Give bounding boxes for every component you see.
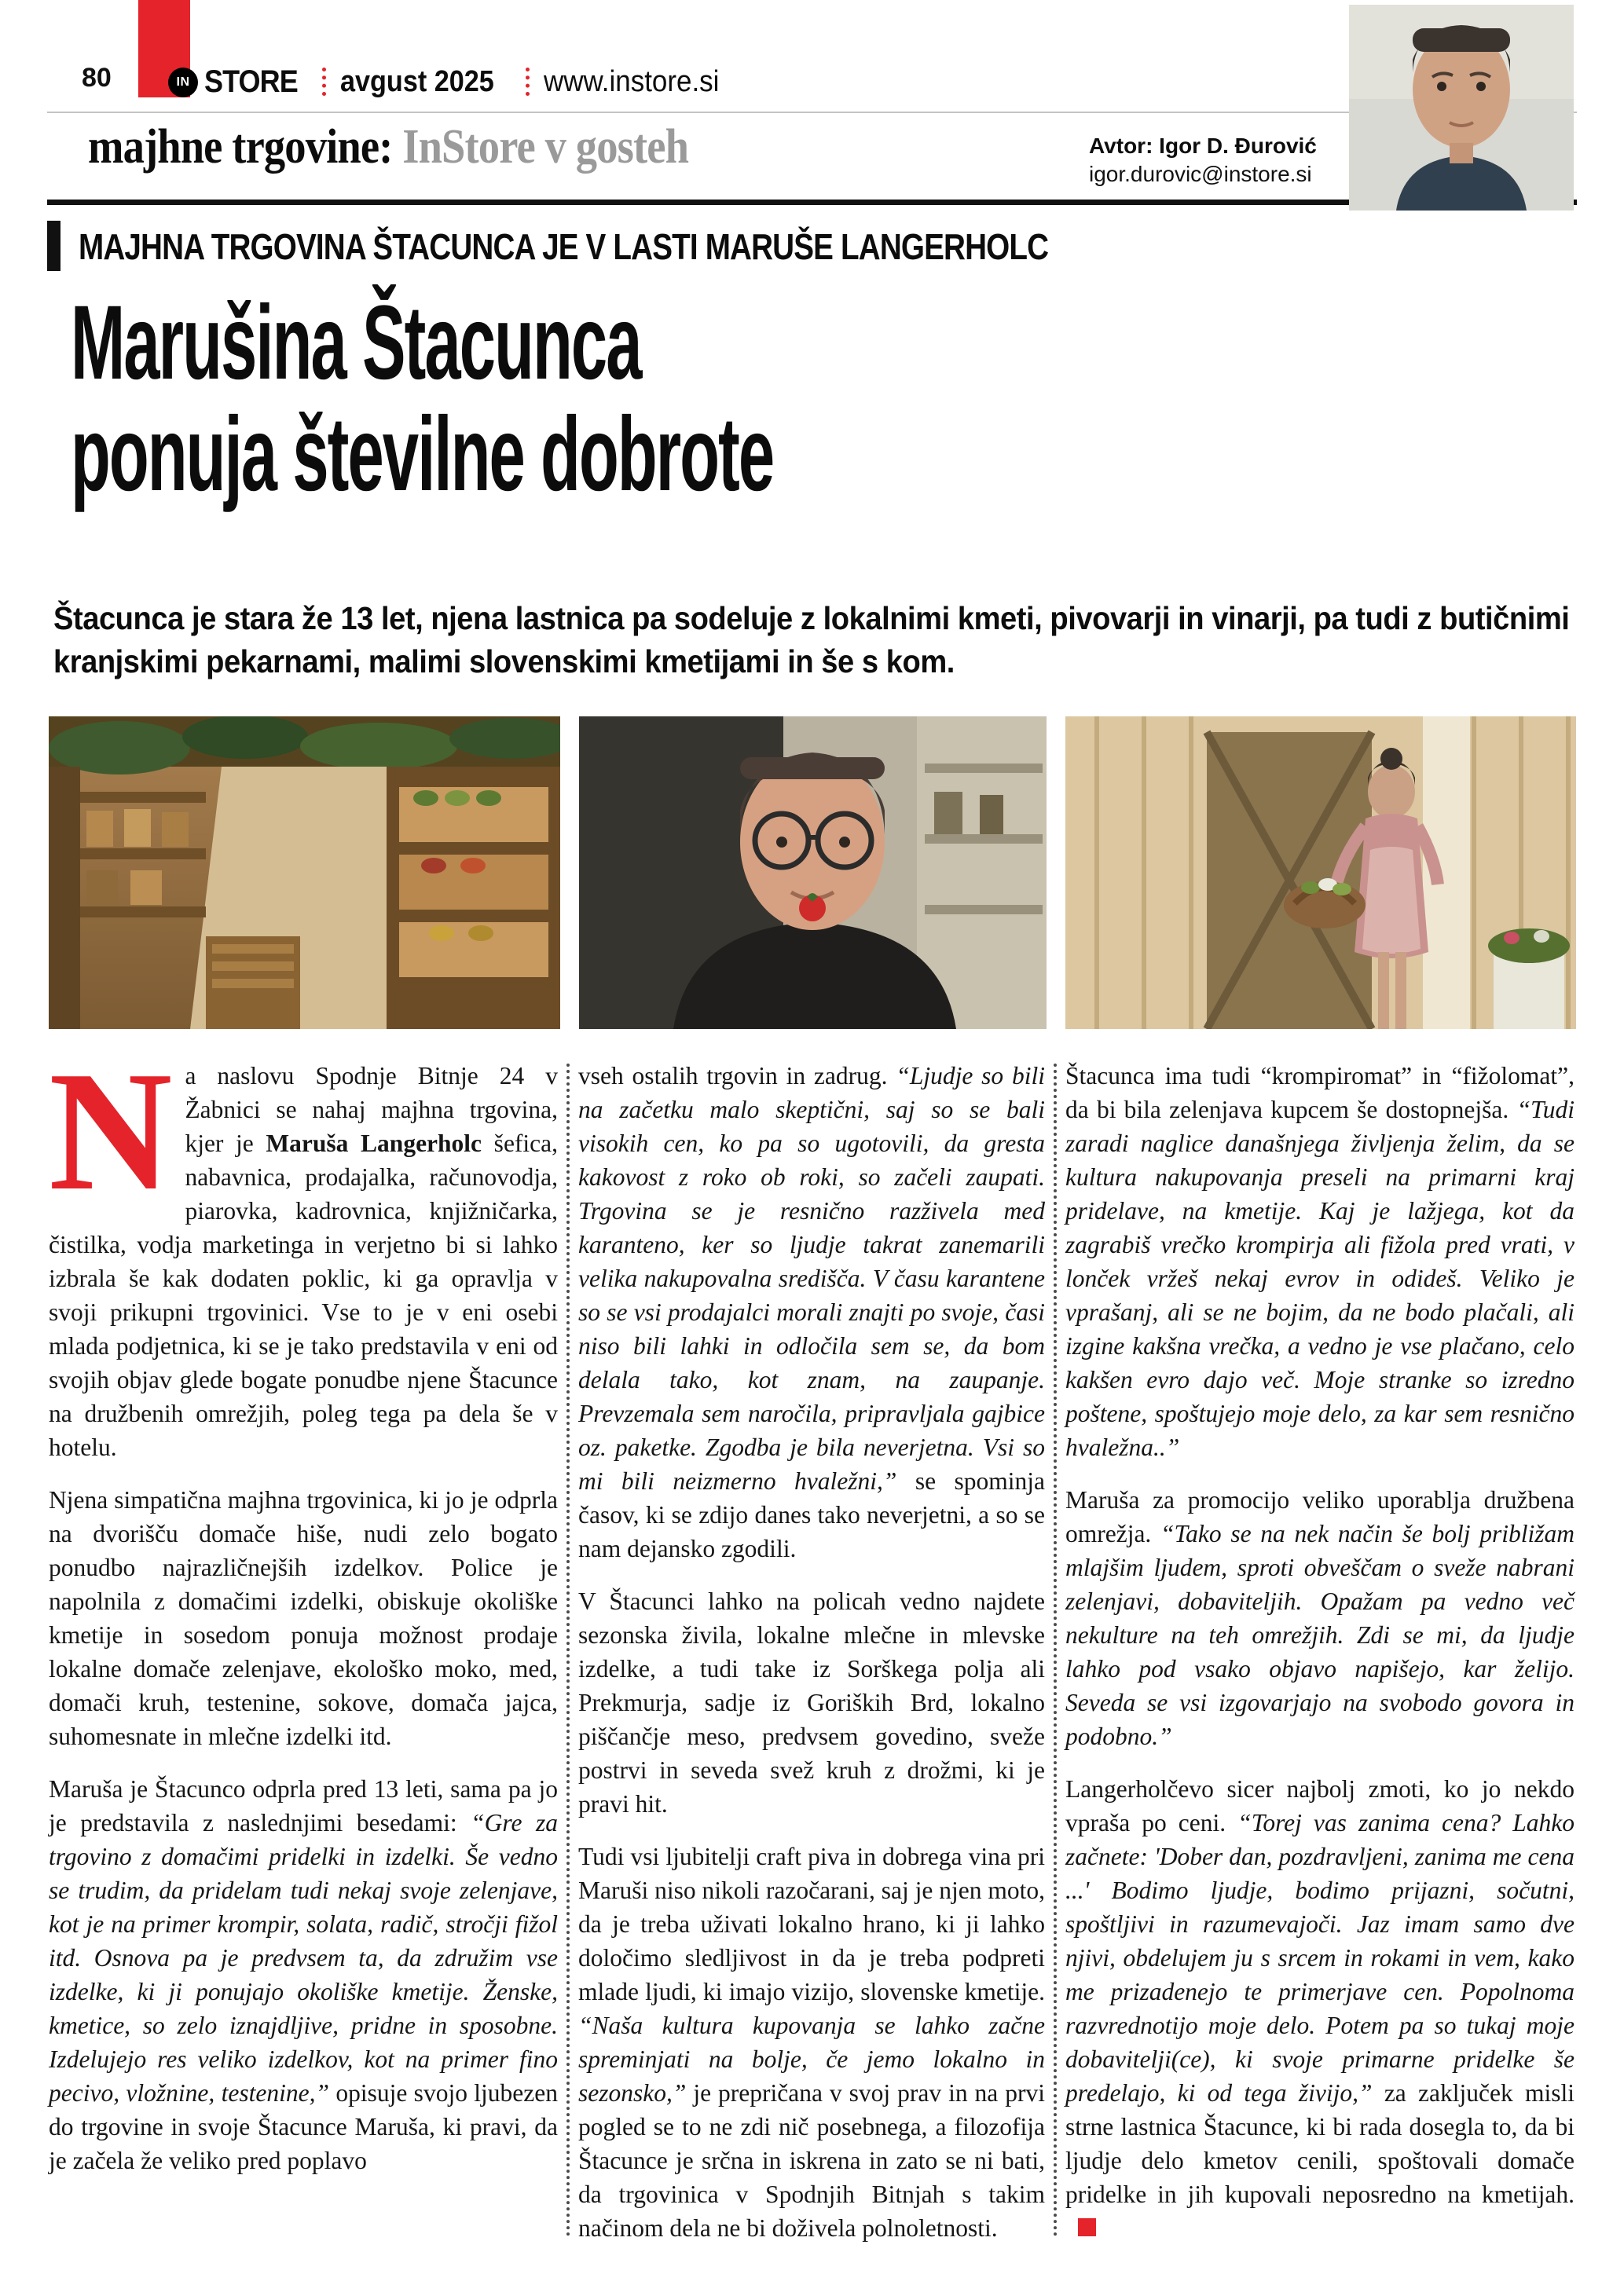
- masthead-row: [204, 66, 735, 97]
- column-divider: [558, 1059, 578, 2245]
- section-title-secondary: InStore v gosteh: [392, 120, 689, 174]
- paragraph: [578, 1840, 1045, 2245]
- text-run: šefica, nabavnica, prodajalka, računovodja, piarovka, kadrovnica, knjižničarka, čistilka, vodja marketinga in verjetno bi si lahko izbrala še kak dodaten poklic, ki ga opravlja v svoji prikupni trgovinici. Vse to je v eni osebi mlada podjetnica, ki se je tako predstavila v eni od svojih objav glede bogate ponudbe njene Štacunce na družbenih omrežjih, poleg tega pa dela še v hotelu.: [49, 1130, 558, 1461]
- kicker: MAJHNA TRGOVINA ŠTACUNCA JE V LASTI MARUŠE LANGERHOLC: [79, 226, 1049, 267]
- text-run: “Tudi zaradi naglice današnjega življenja želim, da se kultura nakupovanja preseli na primarni kraj pridelave, na kmetije. Kaj je lažjega, kot da zagrabiš vrečko krompirja ali fižola pred vrati, v lonček vržeš nekaj evrov in odideš. Veliko je vprašanj, ali se ne bojim, da ne bodo plačali, ali izgine kakšna vrečka, a vedno je vse plačano, celo kakšen evro dajo več. Moje stranke so izredno poštene, spoštujejo moje delo, za kar sem resnično hvaležna..”: [1065, 1096, 1575, 1461]
- author-email-link[interactable]: igor.durovic@instore.si: [1089, 162, 1312, 186]
- text-run: “Tako se na nek način še bolj približam mlajšim ljudem, sproti obveščam o sveže nabrani zelenjavi, dobaviteljih. Opažam pa vedno več nekulture na teh omrežjih. Zdi se mi, da ljudje lahko pod vsako objavo napišejo, kar želijo. Seveda se vsi izgovarjajo na svobodo govora in podobno.”: [1065, 1520, 1575, 1750]
- author-portrait-photo: [1349, 5, 1574, 211]
- text-run: se spominja časov, ki se zdijo danes tako neverjetni, a so se nam dejansko zgodili.: [578, 1467, 1045, 1562]
- text-run: “Naša kultura kupovanja se lahko začne spreminjati na bolje, če jemo lokalno in sezonsko,”: [578, 2012, 1045, 2107]
- owner-portrait-illustration: [579, 716, 1047, 1029]
- header-black-rule: [47, 200, 1577, 205]
- paragraph: [1065, 1772, 1575, 2245]
- paragraph: [49, 1483, 558, 1753]
- text-run: a naslovu Spodnje Bitnje 24 v Žabnici se nahaj majhna trgovina, kjer je: [185, 1062, 558, 1157]
- author-block: [1089, 132, 1317, 189]
- text-run: vseh ostalih trgovin in zadrug.: [578, 1062, 896, 1089]
- paragraph: [49, 1772, 558, 2177]
- body-column-1: [49, 1037, 558, 2245]
- header-hairline: [47, 112, 1577, 113]
- end-mark: [1078, 2218, 1096, 2236]
- text-run: Tudi vsi ljubitelji craft piva in dobrega vina pri Maruši niso nikoli razočarani, saj je njen moto, da je treba uživati lokalno hrano, ki ji lahko določimo sledljivost in da je treba podpreti mlade ljudi, ki imajo vizijo, slovenske kmetije.: [578, 1843, 1045, 2005]
- instore-logo-icon: IN: [168, 68, 198, 97]
- website-link[interactable]: www.instore.si: [543, 65, 720, 98]
- text-run: opisuje svojo ljubezen do trgovine in svoje Štacunce Maruša, ki pravi, da je začela že veliko pred poplavo: [49, 2079, 558, 2174]
- section-title: [88, 118, 688, 176]
- page-number: 80: [82, 63, 112, 93]
- kicker-bar: [47, 221, 60, 271]
- owner-portrait-photo: [579, 716, 1047, 1029]
- photo-row: [49, 716, 1576, 1029]
- article-body: [49, 1037, 1575, 2245]
- author-byline: Avtor: Igor D. Đurović: [1089, 134, 1317, 158]
- headline-line-1: Marušina Štacunca: [71, 284, 641, 401]
- text-run: Maruša je Štacunco odprla pred 13 leti, sama pa jo je predstavila z naslednjimi besedami:: [49, 1775, 558, 1836]
- text-run: Langerholčevo sicer najbolj zmoti, ko jo nekdo vpraša po ceni.: [1065, 1775, 1575, 1836]
- text-run: Maruša za promocijo veliko uporablja družbena omrežja.: [1065, 1486, 1575, 1547]
- dotted-separator: [526, 68, 530, 96]
- text-run: “Torej vas zanima cena? Lahko začnete: 'Dober dan, pozdravljeni, zanima me cena ...' Bodimo ljudje, bodimo prijazni, sočutni, spoštljivi in razumevajoči. Jaz imam samo dve njivi, obdelujem ju s srcem in rokami in vem, kako me prizadenejo te primerjave cen. Popolnoma razvrednotijo moje delo. Potem pa so tukaj moje dobavitelji(ce), ki svoje primarne pridelke še predelajo, ki od tega živijo,”: [1065, 1809, 1575, 2107]
- column-divider: [1045, 1059, 1065, 2245]
- owner-at-shop-door-illustration: [1065, 716, 1576, 1029]
- dotted-separator: [322, 68, 326, 96]
- text-run: za zaključek misli strne lastnica Štacunce, ki bi rada dosegla to, da bi ljudje delo kmetov cenili, spoštovali domače pridelke in jih kupovali neposredno na kmetijah.: [1065, 2079, 1575, 2208]
- section-title-primary: majhne trgovine:: [88, 120, 393, 174]
- brand-store-label: STORE: [204, 64, 298, 99]
- issue-date: avgust 2025: [340, 65, 494, 98]
- store-interior-illustration: [49, 716, 560, 1029]
- text-run: Njena simpatična majhna trgovinica, ki jo je odprla na dvorišču domače hiše, nudi zelo bogato ponudbo najrazličnejših izdelkov. Police je napolnila z domačimi izdelki, obiskuje okoliške kmetije in sosedom ponuja možnost prodaje lokalne domače zelenjave, ekološko moko, med, domači kruh, testenine, sokove, domača jajca, suhomesnate in mlečne izdelki itd.: [49, 1486, 558, 1750]
- paragraph: [1065, 1059, 1575, 1464]
- body-column-2: [578, 1059, 1045, 2245]
- paragraph: [578, 1059, 1045, 1565]
- text-run: “Ljudje so bili na začetku malo skeptični, saj so se bali visokih cen, ko pa so ugotovili, da gresta kakovost z roko ob roki, so začeli zaupati. Trgovina se je resnično razživela med karanteno, ker so ljudje takrat zanemarili velika nakupovalna središča. V času karantene so se vsi prodajalci morali znajti po svoje, časi niso bili lahki in odločila sem se, da bom delala tako, kot znam, na zaupanje. Prevzemala sem naročila, pripravljala gajbice oz. paketke. Zgodba je bila neverjetna. Vsi so mi bili neizmerno hvaležni,”: [578, 1062, 1045, 1495]
- headline: [71, 284, 1204, 513]
- text-run: je prepričana v svoj prav in na prvi pogled se to ne zdi nič posebnega, a filozofija Štacunce je srčna in iskrena in zato se ni bati, da trgovinica v Spodnjih Bitnjah s takim načinom dela ne bi doživela polnoletnosti.: [578, 2079, 1045, 2242]
- text-run: V Štacunci lahko na policah vedno najdete sezonska živila, lokalne mlečne in mlevske izdelke, a tudi take iz Sorškega polja ali Prekmurja, sadje iz Goriških Brd, lokalno piščančje meso, predvsem govedino, sveže postrvi in seveda svež kruh z drožmi, ki je pravi hit.: [578, 1587, 1045, 1818]
- owner-at-shop-door-photo: [1065, 716, 1576, 1029]
- paragraph: [1065, 1483, 1575, 1753]
- dropcap-letter: N: [49, 1037, 173, 1226]
- lede: Štacunca je stara že 13 let, njena lastnica pa sodeluje z lokalnimi kmeti, pivovarji in vinarji, pa tudi z butičnimi kranjskimi pekarnami, malimi slovenskimi kmetijami in še s kom.: [53, 600, 1570, 679]
- body-column-3: [1065, 1059, 1575, 2245]
- paragraph: [49, 1037, 558, 1464]
- paragraph: [578, 1584, 1045, 1821]
- text-run: “Gre za trgovino z domačimi pridelki in izdelki. Še vedno se trudim, da pridelam tudi nekaj svoje zelenjave, kot je na primer krompir, solata, radič, stročji fižol itd. Osnova pa je predvsem ta, da združim vse izdelke, ki ji ponujajo okoliške kmetije. Ženske, kmetice, so zelo iznajdljive, pridne in sposobne. Izdelujejo res veliko izdelkov, kot na primer fino pecivo, vložnine, testenine,”: [49, 1809, 558, 2107]
- headline-line-2: ponuja številne dobrote: [71, 396, 774, 513]
- author-portrait-illustration: [1349, 5, 1574, 211]
- text-run: Štacunca ima tudi “krompiromat” in “fižolomat”, da bi bila zelenjava kupcem še dostopnejša.: [1065, 1062, 1575, 1123]
- store-interior-photo: [49, 716, 560, 1029]
- text-run: Maruša Langerholc: [266, 1130, 482, 1157]
